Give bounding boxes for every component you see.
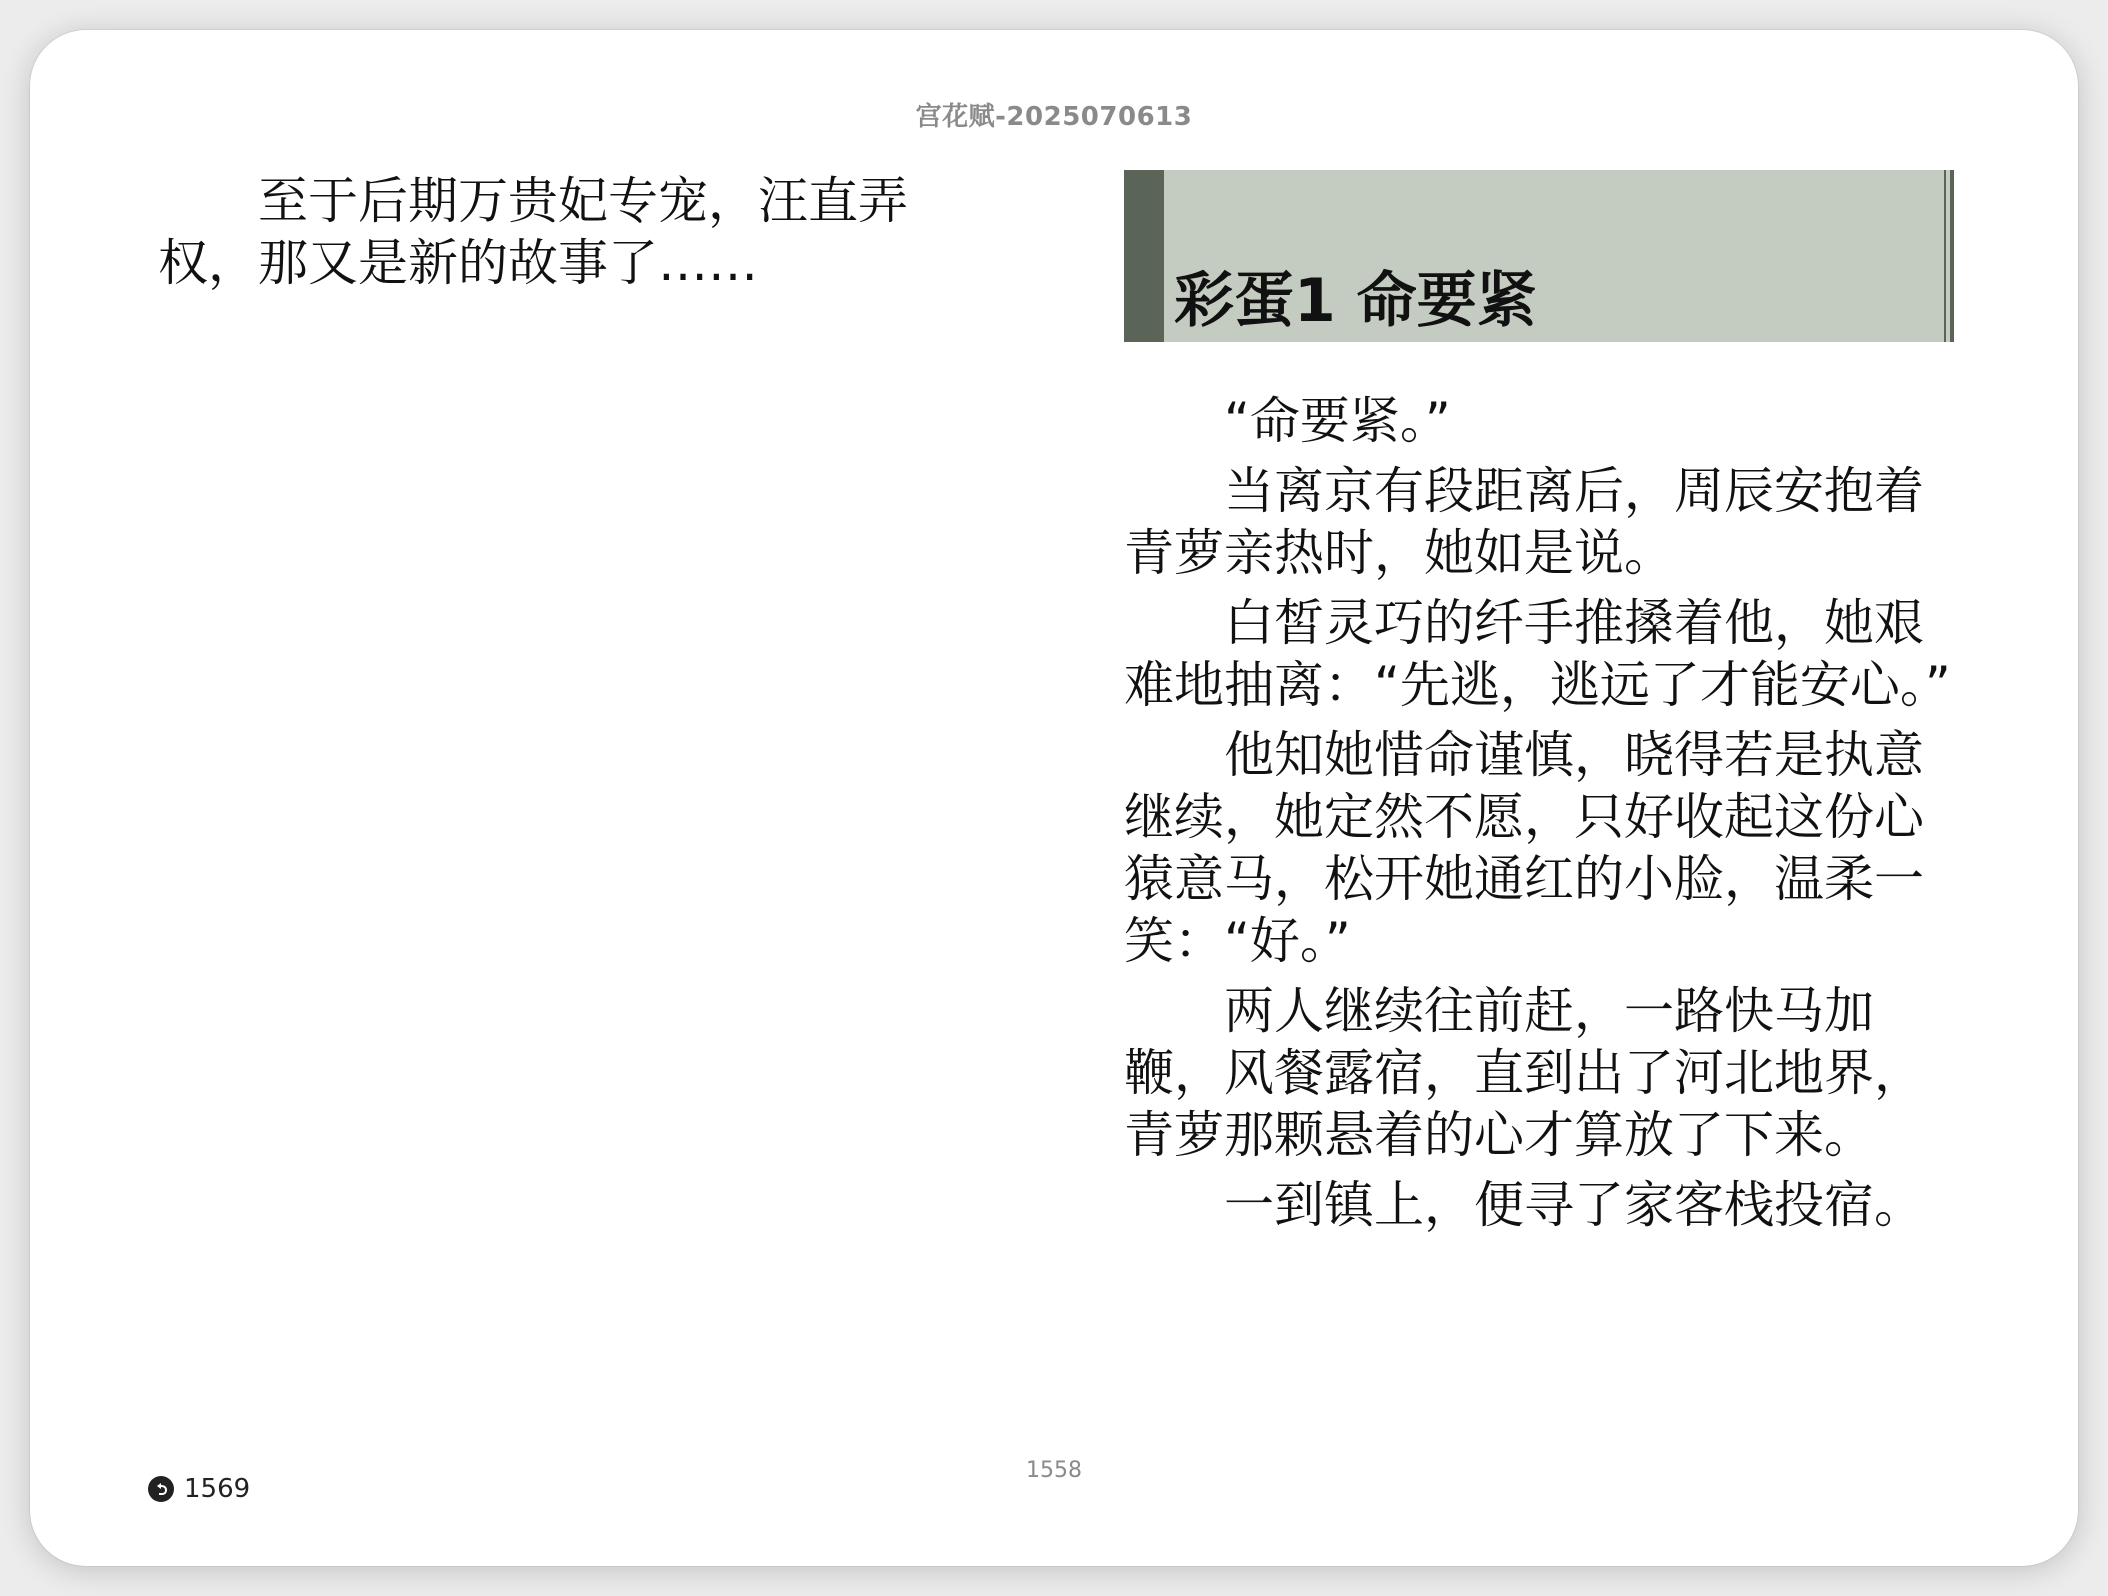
- chapter-heading-bar-right-thin: [1944, 170, 1946, 342]
- return-arrow-icon[interactable]: [148, 1476, 174, 1502]
- left-page[interactable]: [158, 170, 948, 302]
- left-paragraph: 至于后期万贵妃专宠，汪直弄权，那又是新的故事了……: [158, 172, 908, 292]
- reader-window: [30, 30, 2078, 1566]
- pages-remaining-count: 1569: [184, 1474, 251, 1504]
- book-title: 宫花赋-2025070613: [915, 102, 1193, 132]
- paragraph: “命要紧。”: [1224, 392, 1451, 450]
- chapter-title: 彩蛋1 命要紧: [1174, 266, 1537, 336]
- paragraph: 一到镇上，便寻了家客栈投宿。: [1224, 1176, 1924, 1234]
- chapter-heading-bar-right: [1950, 170, 1954, 342]
- chapter-heading-band: [1124, 170, 1954, 342]
- paragraph: 白皙灵巧的纤手推搡着他，她艰难地抽离：“先逃，逃远了才能安心。”: [1124, 594, 1951, 714]
- chapter-heading-bar-left: [1124, 170, 1164, 342]
- pages-remaining-control[interactable]: [148, 1474, 250, 1504]
- right-page[interactable]: [1124, 170, 1954, 1244]
- page-number: 1558: [1026, 1458, 1082, 1483]
- paragraph: 当离京有段距离后，周辰安抱着青萝亲热时，她如是说。: [1124, 462, 1924, 582]
- paragraph: 他知她惜命谨慎，晓得若是执意继续，她定然不愿，只好收起这份心猿意马，松开她通红的小脸，温柔一笑：“好。”: [1124, 726, 1924, 970]
- paragraph: 两人继续往前赶，一路快马加鞭，风餐露宿，直到出了河北地界，青萝那颗悬着的心才算放了下来。: [1124, 982, 1924, 1164]
